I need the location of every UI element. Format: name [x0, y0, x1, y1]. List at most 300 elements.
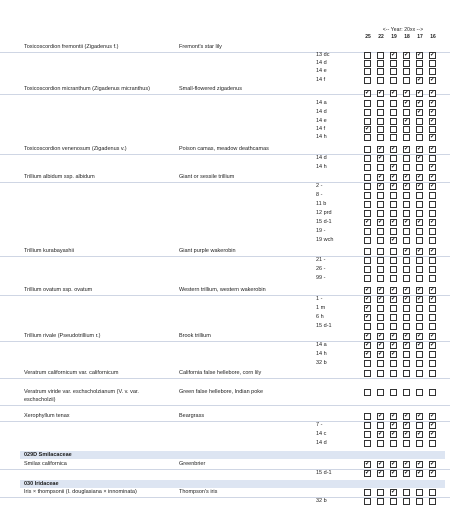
scientific-name: Trillium kurabayashii: [24, 248, 74, 254]
year-checkbox[interactable]: ✓: [391, 237, 397, 243]
year-checkbox[interactable]: [377, 192, 384, 199]
year-checkbox[interactable]: [390, 248, 397, 255]
year-checkbox[interactable]: ✓: [404, 461, 410, 467]
year-checkbox[interactable]: ✓: [417, 248, 423, 254]
year-checkbox[interactable]: [403, 68, 410, 75]
year-checkbox[interactable]: ✓: [378, 461, 384, 467]
location-code: 8 -: [316, 192, 323, 198]
year-checkbox[interactable]: ✓: [391, 183, 397, 189]
year-checkbox[interactable]: ✓: [417, 287, 423, 293]
checkbox-row: [0, 237, 450, 245]
year-checkbox[interactable]: [416, 498, 423, 505]
year-checkbox[interactable]: ✓: [417, 470, 423, 476]
year-checkbox[interactable]: ✓: [391, 287, 397, 293]
year-checkbox[interactable]: ✓: [391, 219, 397, 225]
year-checkbox[interactable]: [390, 314, 397, 321]
year-checkbox[interactable]: [390, 118, 397, 125]
year-checkbox[interactable]: ✓: [404, 90, 410, 96]
year-checkbox[interactable]: [390, 257, 397, 264]
year-checkbox[interactable]: ✓: [430, 248, 436, 254]
checkbox-row: [0, 314, 450, 322]
year-checkbox[interactable]: [403, 370, 410, 377]
year-checkbox[interactable]: ✓: [365, 333, 371, 339]
year-checkbox[interactable]: [364, 248, 371, 255]
year-checkbox[interactable]: ✓: [430, 342, 436, 348]
year-checkbox[interactable]: [403, 498, 410, 505]
year-checkbox[interactable]: [377, 489, 384, 496]
year-checkbox[interactable]: ✓: [391, 489, 397, 495]
year-checkbox[interactable]: ✓: [391, 174, 397, 180]
year-checkbox[interactable]: [416, 360, 423, 367]
year-checkbox[interactable]: [403, 314, 410, 321]
year-column-22: 22: [378, 34, 384, 40]
year-checkbox[interactable]: [403, 489, 410, 496]
year-checkbox[interactable]: [416, 440, 423, 447]
year-checkbox[interactable]: [364, 210, 371, 217]
year-checkbox[interactable]: [377, 305, 384, 312]
year-checkbox[interactable]: [390, 440, 397, 447]
year-checkbox[interactable]: [364, 77, 371, 84]
year-checkbox[interactable]: [377, 100, 384, 107]
year-checkbox[interactable]: [416, 370, 423, 377]
year-checkbox[interactable]: [364, 100, 371, 107]
year-checkbox[interactable]: [429, 305, 436, 312]
year-checkbox[interactable]: ✓: [430, 164, 436, 170]
year-checkbox[interactable]: [390, 126, 397, 133]
year-checkbox[interactable]: [429, 155, 436, 162]
year-checkbox[interactable]: [377, 134, 384, 141]
year-checkbox[interactable]: [429, 314, 436, 321]
year-checkbox[interactable]: [403, 389, 410, 396]
year-checkbox[interactable]: [416, 422, 423, 429]
year-checkbox[interactable]: [429, 498, 436, 505]
year-checkbox[interactable]: [364, 257, 371, 264]
year-checkbox[interactable]: [416, 351, 423, 358]
scientific-name: Trillium rivale (Pseudotrillium r.): [24, 333, 101, 339]
year-checkbox[interactable]: [390, 370, 397, 377]
year-checkbox[interactable]: ✓: [378, 351, 384, 357]
year-checkbox[interactable]: [364, 201, 371, 208]
year-checkbox[interactable]: [364, 60, 371, 67]
year-checkbox[interactable]: [390, 305, 397, 312]
year-checkbox[interactable]: ✓: [417, 174, 423, 180]
year-checkbox[interactable]: [364, 52, 371, 59]
year-checkbox[interactable]: [390, 266, 397, 273]
year-checkbox[interactable]: [390, 60, 397, 67]
year-checkbox[interactable]: ✓: [404, 219, 410, 225]
location-code: 6 h: [316, 314, 324, 320]
year-checkbox[interactable]: ✓: [404, 118, 410, 124]
year-checkbox[interactable]: [364, 228, 371, 235]
year-checkbox[interactable]: [377, 314, 384, 321]
year-checkbox[interactable]: [364, 146, 371, 153]
year-checkbox[interactable]: [416, 489, 423, 496]
year-checkbox[interactable]: ✓: [404, 470, 410, 476]
year-checkbox[interactable]: ✓: [404, 183, 410, 189]
year-checkbox[interactable]: [416, 118, 423, 125]
year-checkbox[interactable]: ✓: [430, 100, 436, 106]
year-checkbox[interactable]: ✓: [404, 146, 410, 152]
year-checkbox[interactable]: [429, 257, 436, 264]
year-checkbox[interactable]: [364, 431, 371, 438]
year-checkbox[interactable]: [390, 155, 397, 162]
year-checkbox[interactable]: [377, 109, 384, 116]
year-checkbox[interactable]: ✓: [430, 52, 436, 58]
year-checkbox[interactable]: [416, 192, 423, 199]
year-column-18: 18: [404, 34, 410, 40]
year-checkbox[interactable]: [377, 52, 384, 59]
year-checkbox[interactable]: [429, 126, 436, 133]
year-checkbox[interactable]: ✓: [417, 52, 423, 58]
year-checkbox[interactable]: ✓: [430, 296, 436, 302]
year-checkbox[interactable]: ✓: [430, 118, 436, 124]
year-checkbox[interactable]: [403, 351, 410, 358]
year-checkbox[interactable]: ✓: [378, 219, 384, 225]
checkbox-row: [0, 461, 450, 469]
year-checkbox[interactable]: [416, 257, 423, 264]
year-checkbox[interactable]: ✓: [378, 146, 384, 152]
year-checkbox[interactable]: ✓: [417, 100, 423, 106]
year-checkbox[interactable]: [390, 228, 397, 235]
year-checkbox[interactable]: [390, 100, 397, 107]
year-checkbox[interactable]: ✓: [417, 342, 423, 348]
year-checkbox[interactable]: [403, 360, 410, 367]
year-checkbox[interactable]: ✓: [391, 90, 397, 96]
year-checkbox[interactable]: ✓: [417, 155, 423, 161]
year-checkbox[interactable]: [403, 228, 410, 235]
year-checkbox[interactable]: [403, 323, 410, 330]
year-checkbox[interactable]: ✓: [378, 342, 384, 348]
year-checkbox[interactable]: ✓: [378, 90, 384, 96]
year-checkbox[interactable]: [403, 305, 410, 312]
checkbox-row: [0, 100, 450, 108]
year-checkbox[interactable]: [416, 134, 423, 141]
location-code: 14 a: [316, 100, 327, 106]
year-checkbox[interactable]: [429, 360, 436, 367]
year-checkbox[interactable]: [416, 68, 423, 75]
checkbox-row: [0, 146, 450, 154]
year-checkbox[interactable]: [390, 323, 397, 330]
year-checkbox[interactable]: ✓: [430, 109, 436, 115]
year-checkbox[interactable]: ✓: [417, 183, 423, 189]
year-checkbox[interactable]: [416, 126, 423, 133]
year-checkbox[interactable]: [377, 248, 384, 255]
year-checkbox[interactable]: [429, 489, 436, 496]
year-checkbox[interactable]: [377, 201, 384, 208]
year-checkbox[interactable]: ✓: [417, 296, 423, 302]
year-checkbox[interactable]: ✓: [404, 248, 410, 254]
year-checkbox[interactable]: ✓: [430, 470, 436, 476]
year-checkbox[interactable]: [429, 192, 436, 199]
year-checkbox[interactable]: [377, 422, 384, 429]
checkbox-row: [0, 360, 450, 368]
year-checkbox[interactable]: ✓: [417, 431, 423, 437]
year-checkbox[interactable]: ✓: [430, 77, 436, 83]
year-checkbox[interactable]: [403, 164, 410, 171]
year-checkbox[interactable]: ✓: [417, 90, 423, 96]
year-checkbox[interactable]: ✓: [417, 413, 423, 419]
year-checkbox[interactable]: ✓: [404, 100, 410, 106]
year-checkbox[interactable]: [403, 109, 410, 116]
year-checkbox[interactable]: [390, 201, 397, 208]
year-checkbox[interactable]: [364, 275, 371, 282]
location-code: 26 -: [316, 266, 326, 272]
year-checkbox[interactable]: [429, 237, 436, 244]
common-name: Poison camas, meadow deathcamas: [179, 146, 269, 152]
year-checkbox[interactable]: [403, 155, 410, 162]
year-checkbox[interactable]: [429, 228, 436, 235]
year-checkbox[interactable]: ✓: [430, 461, 436, 467]
year-checkbox[interactable]: ✓: [417, 109, 423, 115]
year-checkbox[interactable]: ✓: [365, 342, 371, 348]
year-checkbox[interactable]: [377, 323, 384, 330]
year-checkbox[interactable]: ✓: [391, 146, 397, 152]
year-checkbox[interactable]: ✓: [430, 134, 436, 140]
year-checkbox[interactable]: ✓: [404, 422, 410, 428]
year-checkbox[interactable]: [403, 126, 410, 133]
location-code: 12 prd: [316, 210, 332, 216]
year-checkbox[interactable]: [364, 183, 371, 190]
year-checkbox[interactable]: [403, 275, 410, 282]
year-checkbox[interactable]: [364, 118, 371, 125]
checkbox-row: [0, 109, 450, 117]
year-checkbox[interactable]: [416, 314, 423, 321]
year-checkbox[interactable]: ✓: [378, 155, 384, 161]
year-checkbox[interactable]: [403, 257, 410, 264]
year-checkbox[interactable]: [403, 201, 410, 208]
year-checkbox[interactable]: [403, 266, 410, 273]
year-checkbox[interactable]: ✓: [404, 52, 410, 58]
common-name: Brook trillium: [179, 333, 211, 339]
year-checkbox[interactable]: [429, 275, 436, 282]
year-checkbox[interactable]: ✓: [404, 431, 410, 437]
year-checkbox[interactable]: [377, 60, 384, 67]
checkbox-row: [0, 422, 450, 430]
year-checkbox[interactable]: ✓: [391, 52, 397, 58]
year-checkbox[interactable]: [429, 201, 436, 208]
year-checkbox[interactable]: [403, 192, 410, 199]
year-checkbox[interactable]: ✓: [391, 422, 397, 428]
year-checkbox[interactable]: [377, 440, 384, 447]
checkbox-row: [0, 192, 450, 200]
scientific-name: Toxicoscordion fremontii (Zigadenus f.): [24, 44, 119, 50]
common-name: Giant purple wakerobin: [179, 248, 236, 254]
year-checkbox[interactable]: ✓: [365, 296, 371, 302]
common-name: Small-flowered zigadenus: [179, 86, 242, 92]
year-checkbox[interactable]: ✓: [378, 174, 384, 180]
year-checkbox[interactable]: [416, 275, 423, 282]
year-checkbox[interactable]: [429, 266, 436, 273]
year-checkbox[interactable]: [364, 237, 371, 244]
year-checkbox[interactable]: ✓: [391, 333, 397, 339]
year-checkbox[interactable]: [403, 77, 410, 84]
year-checkbox[interactable]: ✓: [378, 296, 384, 302]
year-checkbox[interactable]: [416, 164, 423, 171]
year-checkbox[interactable]: [390, 360, 397, 367]
year-checkbox[interactable]: [364, 164, 371, 171]
checkbox-row: [0, 431, 450, 439]
year-checkbox[interactable]: ✓: [430, 146, 436, 152]
year-checkbox[interactable]: [416, 266, 423, 273]
year-checkbox[interactable]: [429, 370, 436, 377]
year-checkbox[interactable]: [429, 351, 436, 358]
year-checkbox[interactable]: [390, 192, 397, 199]
year-checkbox[interactable]: ✓: [417, 219, 423, 225]
year-checkbox[interactable]: ✓: [417, 333, 423, 339]
year-checkbox[interactable]: ✓: [365, 90, 371, 96]
year-checkbox[interactable]: ✓: [378, 431, 384, 437]
year-checkbox[interactable]: [364, 370, 371, 377]
year-checkbox[interactable]: ✓: [391, 351, 397, 357]
year-checkbox[interactable]: [416, 60, 423, 67]
year-checkbox[interactable]: ✓: [430, 219, 436, 225]
location-code: 14 h: [316, 164, 327, 170]
year-checkbox[interactable]: ✓: [391, 461, 397, 467]
year-checkbox[interactable]: ✓: [404, 296, 410, 302]
year-checkbox[interactable]: [377, 164, 384, 171]
location-code: 14 d: [316, 440, 327, 446]
checkbox-row: [0, 228, 450, 236]
year-checkbox[interactable]: [416, 389, 423, 396]
year-checkbox[interactable]: [364, 68, 371, 75]
year-checkbox[interactable]: [377, 360, 384, 367]
year-checkbox[interactable]: ✓: [391, 164, 397, 170]
year-checkbox[interactable]: [364, 109, 371, 116]
location-code: 19 -: [316, 228, 326, 234]
year-checkbox[interactable]: ✓: [430, 90, 436, 96]
year-checkbox[interactable]: [403, 134, 410, 141]
year-checkbox[interactable]: ✓: [378, 183, 384, 189]
year-checkbox[interactable]: [364, 360, 371, 367]
year-checkbox[interactable]: ✓: [430, 183, 436, 189]
common-name: Fremont's star lily: [179, 44, 222, 50]
year-checkbox[interactable]: [377, 389, 384, 396]
year-checkbox[interactable]: [364, 266, 371, 273]
year-checkbox[interactable]: ✓: [378, 287, 384, 293]
year-checkbox[interactable]: [416, 305, 423, 312]
year-checkbox[interactable]: ✓: [391, 342, 397, 348]
year-checkbox[interactable]: ✓: [378, 470, 384, 476]
year-checkbox[interactable]: [364, 134, 371, 141]
year-checkbox[interactable]: ✓: [365, 305, 371, 311]
year-checkbox[interactable]: [390, 210, 397, 217]
year-checkbox[interactable]: [377, 68, 384, 75]
year-checkbox[interactable]: ✓: [391, 413, 397, 419]
year-column-25: 25: [365, 34, 371, 40]
year-checkbox[interactable]: ✓: [365, 351, 371, 357]
year-checkbox[interactable]: ✓: [417, 461, 423, 467]
year-checkbox[interactable]: [377, 498, 384, 505]
year-checkbox[interactable]: [429, 389, 436, 396]
year-checkbox[interactable]: [364, 323, 371, 330]
year-checkbox[interactable]: ✓: [430, 422, 436, 428]
year-checkbox[interactable]: [364, 155, 371, 162]
year-checkbox[interactable]: [416, 228, 423, 235]
year-checkbox[interactable]: [403, 60, 410, 67]
year-checkbox[interactable]: ✓: [365, 314, 371, 320]
year-checkbox[interactable]: [364, 192, 371, 199]
year-checkbox[interactable]: [364, 174, 371, 181]
year-checkbox[interactable]: ✓: [378, 333, 384, 339]
year-checkbox[interactable]: [429, 323, 436, 330]
year-checkbox[interactable]: [416, 201, 423, 208]
year-checkbox[interactable]: [390, 498, 397, 505]
year-checkbox[interactable]: ✓: [365, 219, 371, 225]
year-checkbox[interactable]: [390, 389, 397, 396]
year-checkbox[interactable]: [416, 323, 423, 330]
year-checkbox[interactable]: ✓: [430, 333, 436, 339]
year-checkbox[interactable]: [403, 210, 410, 217]
year-checkbox[interactable]: ✓: [430, 287, 436, 293]
year-checkbox[interactable]: [390, 77, 397, 84]
year-checkbox[interactable]: [377, 210, 384, 217]
year-checkbox[interactable]: [377, 237, 384, 244]
scientific-name: Iris × thompsonii (I. douglasiana × innominata): [24, 489, 137, 495]
year-checkbox[interactable]: ✓: [417, 146, 423, 152]
year-checkbox[interactable]: [377, 228, 384, 235]
year-checkbox[interactable]: [429, 68, 436, 75]
year-checkbox[interactable]: ✓: [365, 461, 371, 467]
year-checkbox[interactable]: [429, 60, 436, 67]
year-checkbox[interactable]: ✓: [365, 470, 371, 476]
year-checkbox[interactable]: [377, 370, 384, 377]
year-checkbox[interactable]: [377, 126, 384, 133]
year-checkbox[interactable]: ✓: [391, 470, 397, 476]
year-checkbox[interactable]: ✓: [430, 413, 436, 419]
year-checkbox[interactable]: ✓: [404, 333, 410, 339]
year-checkbox[interactable]: [390, 68, 397, 75]
year-checkbox[interactable]: [364, 489, 371, 496]
year-checkbox[interactable]: [416, 210, 423, 217]
year-checkbox[interactable]: ✓: [404, 287, 410, 293]
year-checkbox[interactable]: [364, 413, 371, 420]
year-checkbox[interactable]: [377, 266, 384, 273]
common-name: Giant or sessile trillium: [179, 174, 235, 180]
year-checkbox[interactable]: [390, 109, 397, 116]
year-checkbox[interactable]: [364, 498, 371, 505]
year-checkbox[interactable]: [377, 77, 384, 84]
year-checkbox[interactable]: [377, 118, 384, 125]
year-checkbox[interactable]: [377, 275, 384, 282]
year-checkbox[interactable]: ✓: [417, 77, 423, 83]
year-checkbox[interactable]: [364, 440, 371, 447]
year-checkbox[interactable]: ✓: [404, 342, 410, 348]
year-checkbox[interactable]: [390, 134, 397, 141]
year-checkbox[interactable]: [429, 440, 436, 447]
year-checkbox[interactable]: [429, 210, 436, 217]
checkbox-row: [0, 296, 450, 304]
year-checkbox[interactable]: [377, 257, 384, 264]
year-checkbox[interactable]: ✓: [404, 413, 410, 419]
year-checkbox[interactable]: ✓: [391, 296, 397, 302]
year-checkbox[interactable]: [364, 389, 371, 396]
year-checkbox[interactable]: ✓: [430, 174, 436, 180]
scientific-name: Veratrum californicum var. californicum: [24, 370, 119, 376]
year-checkbox[interactable]: ✓: [404, 174, 410, 180]
year-checkbox[interactable]: [403, 237, 410, 244]
location-code: 19 wch: [316, 237, 334, 243]
location-code: 1 m: [316, 305, 326, 311]
year-checkbox[interactable]: ✓: [430, 431, 436, 437]
year-checkbox[interactable]: ✓: [391, 431, 397, 437]
year-checkbox[interactable]: [403, 440, 410, 447]
year-checkbox[interactable]: ✓: [378, 413, 384, 419]
year-checkbox[interactable]: [416, 237, 423, 244]
year-checkbox[interactable]: [364, 422, 371, 429]
year-checkbox[interactable]: [390, 275, 397, 282]
year-checkbox[interactable]: ✓: [365, 287, 371, 293]
year-checkbox[interactable]: ✓: [365, 126, 371, 132]
